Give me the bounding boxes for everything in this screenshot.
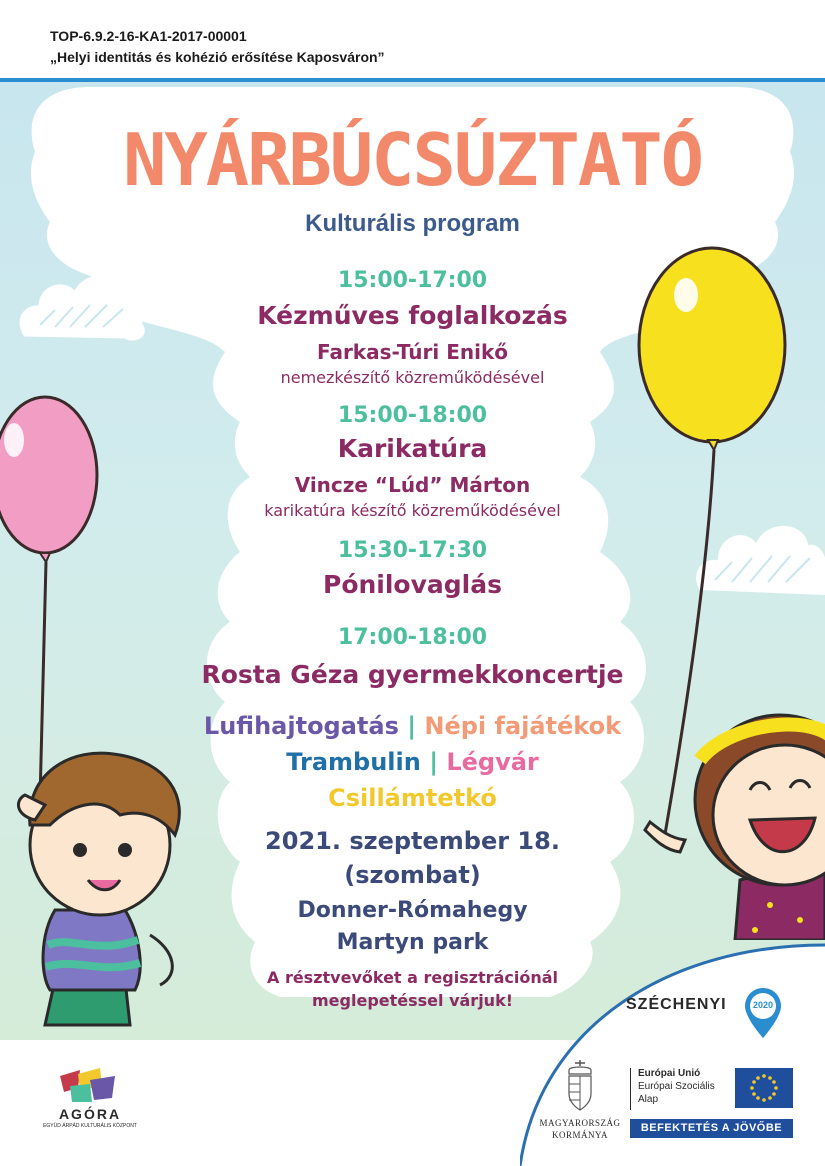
eu-flag-icon <box>735 1068 793 1108</box>
project-code: TOP-6.9.2-16-KA1-2017-00001 <box>50 28 247 44</box>
closing-line-2: meglepetéssel várjuk! <box>312 991 513 1010</box>
event-1-person: Farkas-Túri Enikő <box>316 340 509 364</box>
extra-separator-2: | <box>429 748 438 776</box>
extra-trambulin: Trambulin <box>286 748 421 776</box>
event-2-time: 15:00-18:00 <box>337 403 488 428</box>
event-place-1: Donner-Rómahegy <box>297 898 528 923</box>
event-2-name: Karikatúra <box>337 434 488 463</box>
eu-line-3: Alap <box>638 1094 659 1105</box>
extra-separator-1: | <box>407 712 417 740</box>
szechenyi-pin-icon <box>743 986 783 1040</box>
szechenyi-text: SZÉCHENYI <box>626 996 727 1013</box>
eu-line-2: Európai Szociális <box>638 1081 715 1092</box>
closing-line-1: A résztvevőket a regisztrációnál <box>266 968 558 987</box>
eu-banner: BEFEKTETÉS A JÖVŐBE <box>630 1119 793 1138</box>
agora-logo-text: AGÓRA <box>58 1106 122 1122</box>
event-2-person: Vincze “Lúd” Márton <box>294 473 531 497</box>
event-1-name: Kézműves foglalkozás <box>257 301 568 330</box>
eu-divider <box>630 1068 631 1110</box>
event-3-time: 15:30-17:30 <box>337 538 488 563</box>
extras-line-2 <box>0 748 825 776</box>
event-3-name: Pónilovaglás <box>323 570 502 599</box>
event-1-note: nemezkészítő közreműködésével <box>280 368 545 387</box>
poster-title: NYÁRBÚCSÚZTATÓ <box>123 118 702 202</box>
extras-line-1 <box>0 712 825 740</box>
agora-logo-icon <box>60 1068 120 1104</box>
extra-nepi: Népi fajátékok <box>424 712 622 740</box>
poster-subtitle: Kulturális program <box>305 210 520 237</box>
extra-lufi: Lufihajtogatás <box>203 712 399 740</box>
event-2-note: karikatúra készítő közreműködésével <box>264 501 561 520</box>
event-place-2: Martyn park <box>336 930 489 955</box>
project-title: „Helyi identitás és kohézió erősítése Kaposváron” <box>50 49 385 65</box>
eu-line-1: Európai Unió <box>638 1068 701 1079</box>
event-date: 2021. szeptember 18. <box>265 827 560 855</box>
subtitle-wrap <box>0 210 825 238</box>
event-4-time: 17:00-18:00 <box>337 625 488 650</box>
extra-csillam: Csillámtetkó <box>328 784 497 812</box>
extra-legvar: Légvár <box>446 748 539 776</box>
poster-title-wrap <box>0 118 825 202</box>
extras-line-3 <box>0 784 825 812</box>
event-1-time: 15:00-17:00 <box>337 268 488 293</box>
coat-of-arms-icon <box>565 1060 595 1114</box>
event-day: (szombat) <box>344 861 481 889</box>
agora-tagline: EGYÜD ÁRPÁD KULTURÁLIS KÖZPONT <box>43 1123 137 1129</box>
gov-line-2: KORMÁNYA <box>551 1130 608 1140</box>
gov-line-1: MAGYARORSZÁG <box>539 1118 621 1128</box>
event-4-name: Rosta Géza gyermekkoncertje <box>201 660 624 689</box>
szechenyi-year: 2020 <box>752 1000 774 1010</box>
